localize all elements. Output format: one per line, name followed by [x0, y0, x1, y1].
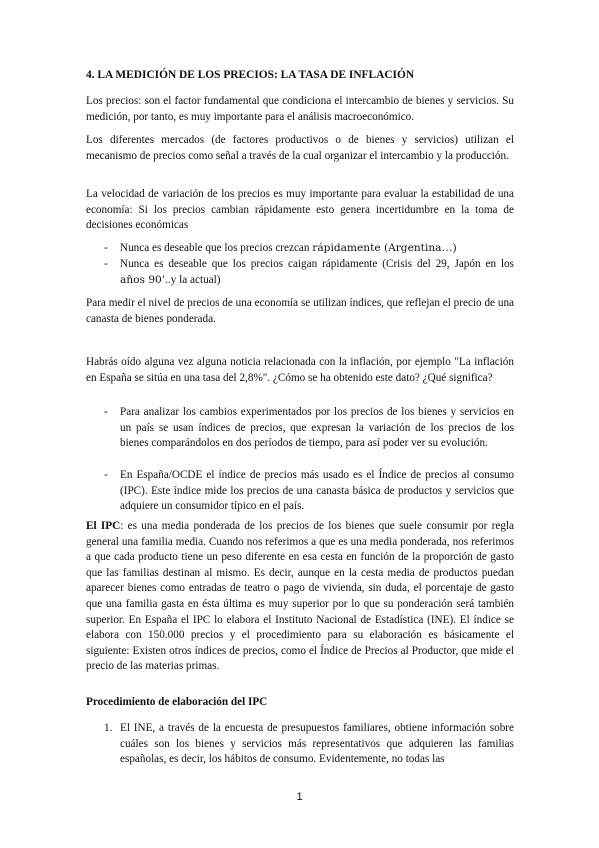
numbered-marker: 1. — [104, 722, 113, 734]
page-number: 1 — [296, 791, 303, 803]
list-item-text: Nunca es deseable que los precios crezcan — [120, 242, 313, 254]
list-marker: - — [104, 258, 108, 270]
paragraph-noticia: Habrás oído alguna vez alguna noticia relacionada con la inflación, por ejemplo "La inflación en España se sitúa en una tasa del 2,8%". ¿Cómo se ha obtenido este dato? ¿Qué significa? — [86, 356, 514, 384]
list-item-highlight: rápidamente (Argentina — [312, 242, 442, 254]
list-marker: - — [104, 242, 108, 254]
subheading-procedimiento: Procedimiento de elaboración del IPC — [86, 696, 268, 708]
list-item-analizar: Para analizar los cambios experimentados por los precios de los bienes y servicios en un país se usan índices de precios, que expresan la variación de los precios de los bienes comparándolos en dos períodos de tiempo, para así poder ver su evolución. — [120, 406, 514, 450]
list-item-caer — [120, 257, 514, 288]
list-marker: - — [104, 406, 108, 418]
list-item-text: ..y la actual) — [165, 273, 221, 286]
ipc-definition: : es una media ponderada de los precios de los bienes que suele consumir por regla general una familia media. Cuando nos referimos a que es una media ponderada, nos referimos a que cada producto tiene un peso diferente en esa cesta en función de la proporción de gasto que las familias destinan al mismo. Es decir, aunque en la cesta media de productos puedan aparecer bienes como entradas de teatro o pago de vivienda, sin duda, el porcentaje de gasto que una familia gasta en ésta última es muy superior por lo que su ponderación será también superior. En España el IPC lo elabora el Instituto Nacional de Estadística (INE). El índice se elabora con 150.000 precios y el procedimiento para su elaboración es básicamente el siguiente: Existen otros índices de precios, como el Índice de Precios al Productor, que mide el precio de las materias primas. — [86, 520, 515, 673]
paragraph-velocidad: La velocidad de variación de los precios es muy importante para evaluar la estabilidad de una economía: Si los precios cambian rápidamente esto genera incertidumbre en la toma de decisiones económicas — [86, 188, 514, 232]
section-title: 4. LA MEDICIÓN DE LOS PRECIOS: LA TASA DE INFLACIÓN — [86, 69, 415, 81]
list-marker: - — [104, 469, 108, 481]
list-item-crecer — [120, 241, 514, 257]
list-item-espana: En España/OCDE el índice de precios más usado es el Índice de precios al consumo (IPC). Este índice mide los precios de una canasta básica de productos y servicios que adquiere un consumidor típico en el país. — [120, 469, 514, 513]
numbered-item-ine: El INE, a través de la encuesta de presupuestos familiares, obtiene información sobre cuáles son los bienes y servicios más representativos que adquieren las familias españolas, es decir, los hábitos de consumo. Evidentemente, no todas las — [120, 722, 514, 766]
list-item-text: Nunca es deseable que los precios caigan rápidamente (Crisis del 29, Japón en los — [120, 258, 514, 270]
list-item-highlight: años 90’ — [120, 273, 166, 286]
paragraph-mercados: Los diferentes mercados (de factores productivos o de bienes y servicios) utilizan el mecanismo de precios como señal a través de la cual organizar el intercambio y la producción. — [86, 134, 514, 162]
paragraph-precios: Los precios: son el factor fundamental que condiciona el intercambio de bienes y servicios. Su medición, por tanto, es muy importante para el análisis macroeconómico. — [86, 95, 514, 123]
paragraph-ipc — [86, 519, 514, 675]
list-item-text: …) — [441, 242, 457, 254]
paragraph-indices: Para medir el nivel de precios de una economía se utilizan índices, que reflejan el precio de una canasta de bienes ponderada. — [86, 297, 514, 325]
ipc-term: El IPC — [86, 520, 121, 532]
